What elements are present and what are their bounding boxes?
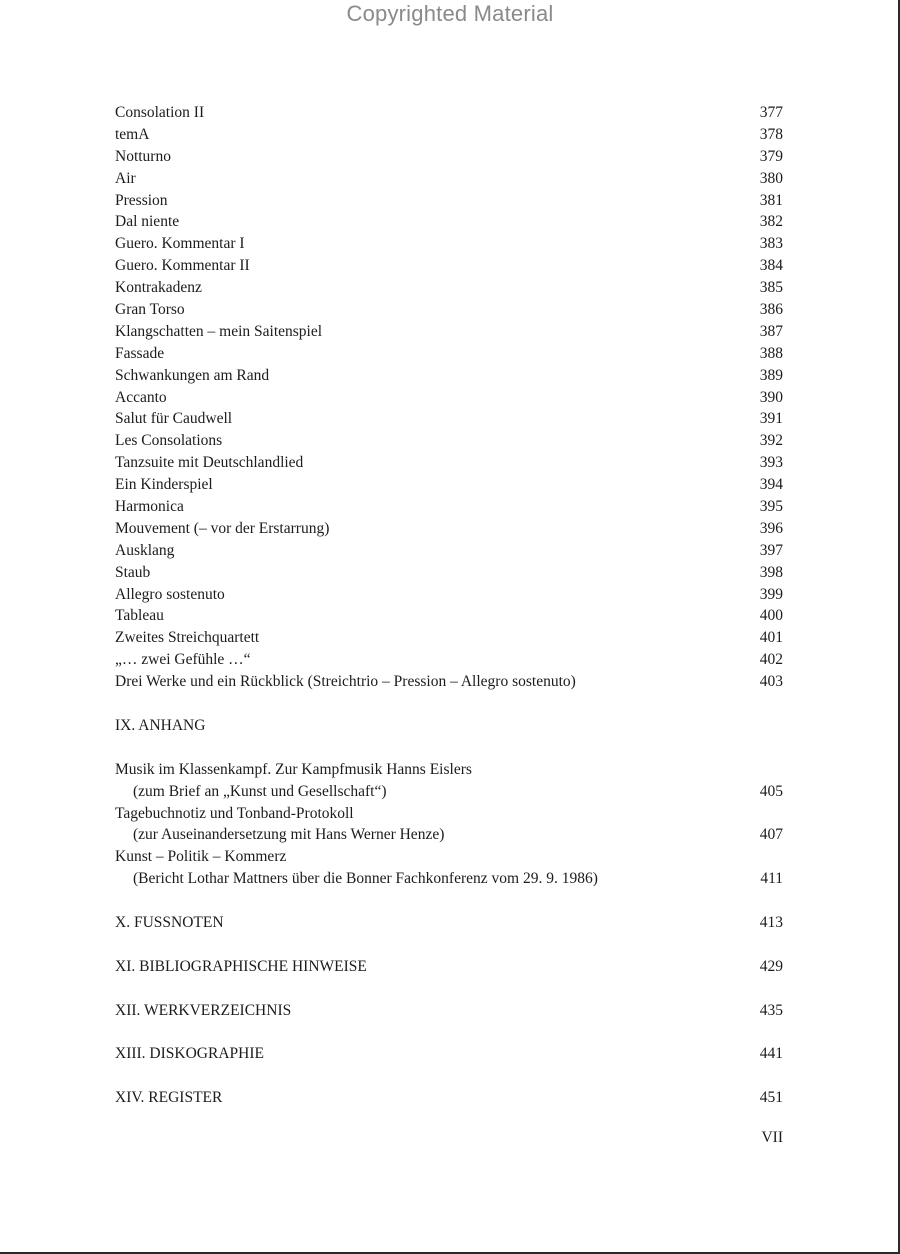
toc-entry-title: Allegro sostenuto (115, 585, 225, 603)
toc-entry-page: 399 (759, 585, 783, 603)
toc-entry-page: 405 (759, 782, 783, 800)
toc-entry-title: Staub (115, 563, 151, 581)
toc-entry (115, 868, 783, 890)
toc-entry-page: 385 (759, 279, 783, 297)
toc-entry (115, 518, 783, 540)
toc-entry (115, 496, 783, 518)
toc-entry-page: 383 (759, 235, 783, 253)
toc-entry-page: 396 (759, 519, 783, 537)
toc-entry-page: 403 (759, 673, 783, 691)
toc-entry-page: 398 (759, 563, 783, 581)
toc-entry-page: 384 (759, 257, 783, 275)
toc-entries (115, 102, 783, 693)
section-heading (115, 1000, 783, 1022)
toc-entry-title: Musik im Klassenkampf. Zur Kampfmusik Hanns Eislers (115, 760, 472, 778)
toc-entry-page: 390 (759, 388, 783, 406)
toc-entry-page: 379 (759, 147, 783, 165)
toc-entry (115, 803, 783, 825)
section-heading-title: IX. ANHANG (115, 716, 206, 734)
toc-entry-title: (Bericht Lothar Mattners über die Bonner Fachkonferenz vom 29. 9. 1986) (133, 870, 598, 888)
anhang-items (115, 759, 783, 890)
toc-entry-title: Salut für Caudwell (115, 410, 233, 428)
toc-entry-title: Dal niente (115, 213, 180, 231)
toc-entry-page: 429 (759, 957, 783, 975)
toc-entry-title: Pression (115, 191, 168, 209)
toc-entry-title: Drei Werke und ein Rückblick (Streichtrio – Pression – Allegro sostenuto) (115, 673, 576, 691)
toc-entry-title: (zur Auseinandersetzung mit Hans Werner Henze) (133, 826, 445, 844)
toc-entry-title: Les Consolations (115, 432, 223, 450)
toc-entry-title: XI. BIBLIOGRAPHISCHE HINWEISE (115, 957, 367, 975)
toc-entry-title: Ausklang (115, 541, 175, 559)
toc-entry (115, 759, 783, 781)
toc-entry-page: 401 (759, 629, 783, 647)
toc-entry-page: 411 (760, 870, 783, 888)
toc-entry-page: 394 (759, 476, 783, 494)
toc-entry-page: 441 (759, 1045, 783, 1063)
toc-entry-title: XIII. DISKOGRAPHIE (115, 1045, 264, 1063)
toc-entry-title: Zweites Streichquartett (115, 629, 260, 647)
toc-entry (115, 649, 783, 671)
section-heading-anhang (115, 715, 783, 737)
toc-entry-title: Tableau (115, 607, 164, 625)
toc-entry (115, 190, 783, 212)
toc-entry-page: 397 (759, 541, 783, 559)
toc-entry-page: 381 (759, 191, 783, 209)
toc-entry (115, 452, 783, 474)
toc-entry (115, 781, 783, 803)
toc-entry-title: Kontrakadenz (115, 279, 202, 297)
section-heading (115, 1087, 783, 1109)
toc-entry (115, 540, 783, 562)
toc-entry-title: Klangschatten – mein Saitenspiel (115, 322, 323, 340)
toc-entry-page: 377 (759, 104, 783, 121)
toc-entry (115, 233, 783, 255)
toc-entry-page: 413 (759, 913, 783, 931)
toc-entry (115, 277, 783, 299)
toc-entry-page: 391 (759, 410, 783, 428)
toc-entry-title: temA (115, 125, 150, 143)
toc-entry-page: 386 (759, 301, 783, 319)
toc-entry (115, 846, 783, 868)
toc-entry (115, 124, 783, 146)
copyright-watermark: Copyrighted Material (346, 1, 554, 26)
section-heading (115, 1043, 783, 1065)
toc-entry (115, 365, 783, 387)
toc-entry (115, 168, 783, 190)
toc-entry (115, 824, 783, 846)
toc-entry-page: 392 (759, 432, 783, 450)
toc-entry (115, 562, 783, 584)
toc-entry-title: Guero. Kommentar II (115, 257, 250, 275)
toc-entry-title: „… zwei Gefühle …“ (115, 651, 251, 669)
toc-entry-page: 402 (759, 651, 783, 669)
toc-entry (115, 343, 783, 365)
toc-entry (115, 102, 783, 124)
toc-entry (115, 627, 783, 649)
toc-entry-page: 388 (759, 344, 783, 362)
toc-entry-title: Tagebuchnotiz und Tonband-Protokoll (115, 804, 354, 822)
toc-entry-title: Air (115, 169, 136, 187)
section-heading (115, 956, 783, 978)
toc-entry-title: Notturno (115, 147, 171, 165)
toc-entry-title: Fassade (115, 344, 165, 362)
toc-entry-title: Gran Torso (115, 301, 185, 319)
toc-entry (115, 474, 783, 496)
toc-entry-title: Tanzsuite mit Deutschlandlied (115, 454, 304, 472)
toc-entry (115, 584, 783, 606)
toc-entry (115, 146, 783, 168)
toc-entry-page: 435 (759, 1001, 783, 1019)
toc-entry-title: Kunst – Politik – Kommerz (115, 848, 287, 866)
toc-entry-page: 378 (759, 125, 783, 143)
toc-entry-page: 395 (759, 498, 783, 516)
toc-entry-page: 382 (759, 213, 783, 231)
toc-entry-title: XIV. REGISTER (115, 1089, 223, 1107)
toc-entry (115, 408, 783, 430)
toc-entry-title: Guero. Kommentar I (115, 235, 245, 253)
toc-entry (115, 299, 783, 321)
toc-entry-title: Accanto (115, 388, 167, 406)
toc-entry (115, 671, 783, 693)
main-sections (115, 890, 783, 1109)
toc-entry-title: Mouvement (– vor der Erstarrung) (115, 519, 330, 537)
toc-entry (115, 211, 783, 233)
toc-entry-title: Consolation II (115, 104, 205, 121)
toc-entry (115, 255, 783, 277)
toc-entry-page: 400 (759, 607, 783, 625)
toc-entry-page: 393 (759, 454, 783, 472)
toc-entry-page: 407 (759, 826, 783, 844)
toc-entry (115, 605, 783, 627)
toc-entry (115, 430, 783, 452)
toc-entry-page: 389 (759, 366, 783, 384)
toc-entry-title: Schwankungen am Rand (115, 366, 270, 384)
toc-entry (115, 387, 783, 409)
toc-entry-title: Harmonica (115, 498, 184, 516)
toc-entry (115, 321, 783, 343)
table-of-contents (115, 102, 783, 1109)
page-number: VII (761, 1129, 783, 1146)
section-heading (115, 912, 783, 934)
toc-entry-page: 387 (759, 322, 783, 340)
toc-entry-title: XII. WERKVERZEICHNIS (115, 1001, 292, 1019)
toc-entry-title: (zum Brief an „Kunst und Gesellschaft“) (133, 782, 387, 800)
toc-entry-page: 380 (759, 169, 783, 187)
toc-entry-page: 451 (759, 1089, 783, 1107)
toc-entry-title: X. FUSSNOTEN (115, 913, 224, 931)
toc-entry-title: Ein Kinderspiel (115, 476, 213, 494)
